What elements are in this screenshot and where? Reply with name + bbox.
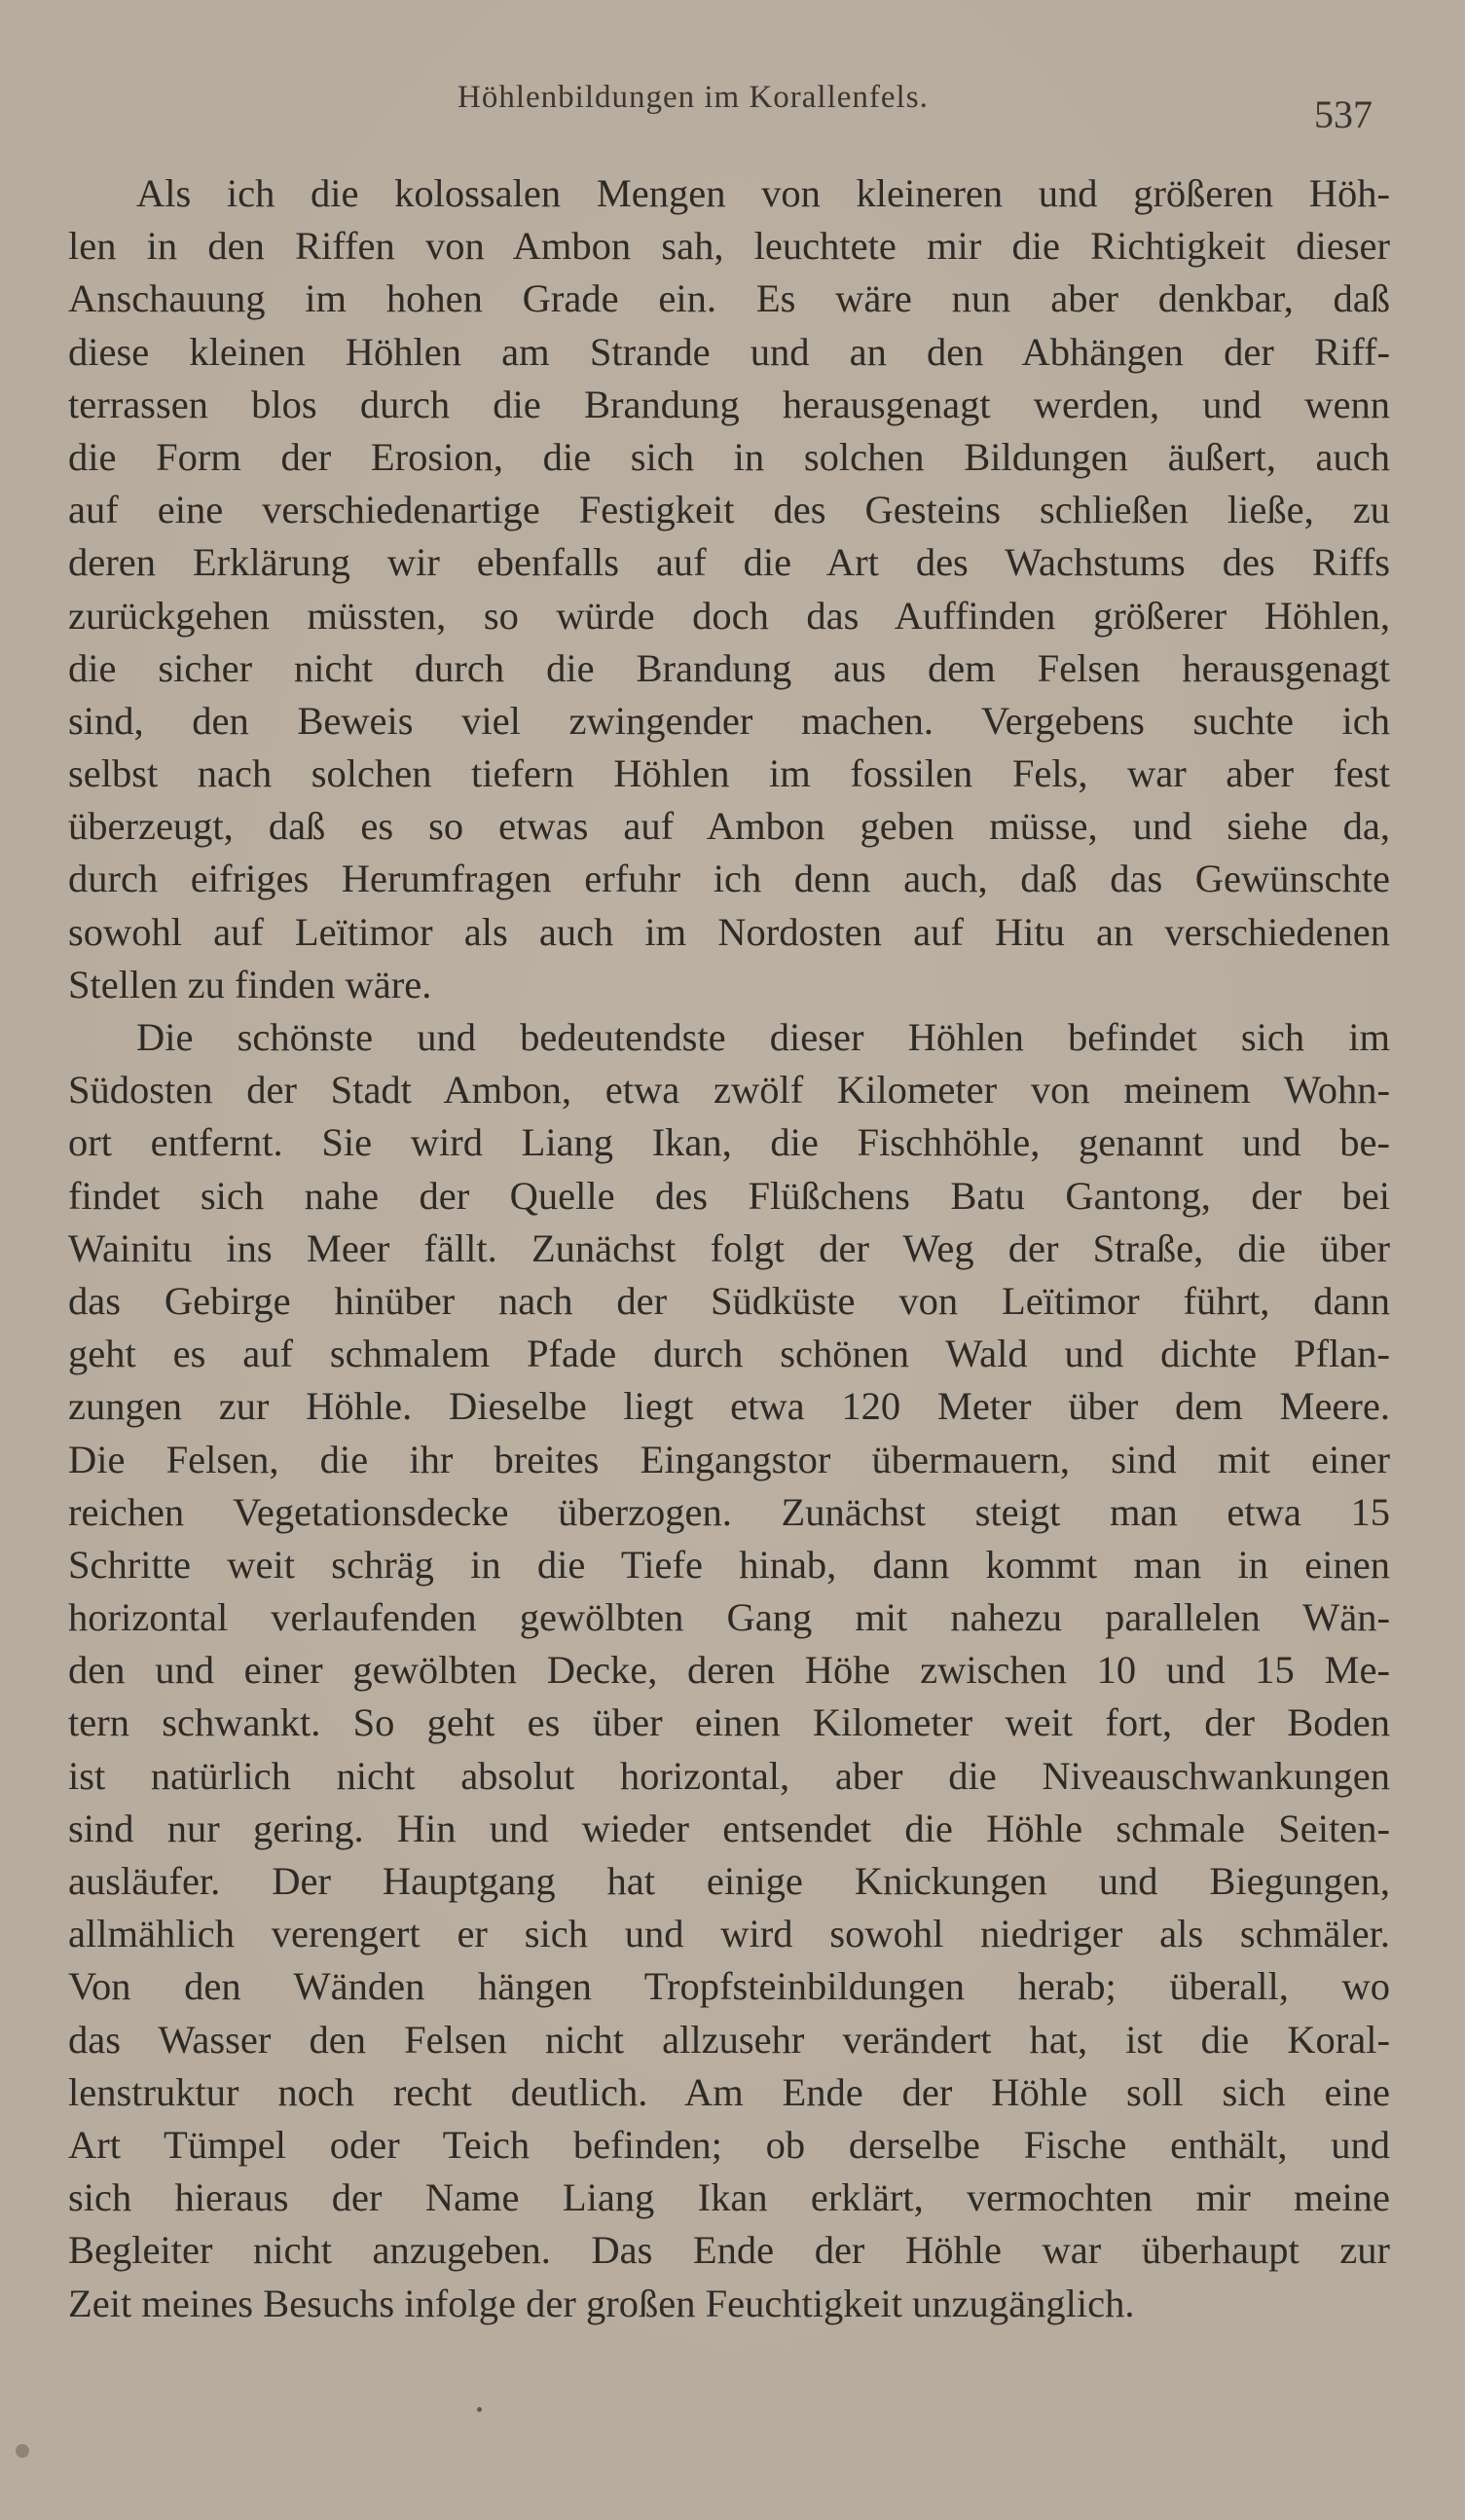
text-line: len in den Riffen von Ambon sah, leuchtete mir die Richtigkeit dieser [68,224,1390,269]
text-line: sowohl auf Leïtimor als auch im Nordosten auf Hitu an verschiedenen [68,909,1390,954]
paragraphs [68,167,1390,2330]
text-line: lenstruktur noch recht deutlich. Am Ende der Höhle soll sich eine [68,2069,1390,2114]
text-line: sich hieraus der Name Liang Ikan erklärt, vermochten mir meine [68,2175,1390,2220]
text-line: das Gebirge hinüber nach der Südküste von Leïtimor führt, dann [68,1278,1390,1323]
text-line: Von den Wänden hängen Tropfsteinbildungen herab; überall, wo [68,1964,1390,2009]
text-line: Wainitu ins Meer fällt. Zunächst folgt der Weg der Straße, die über [68,1225,1390,1270]
text-line: horizontal verlaufenden gewölbten Gang mit nahezu parallelen Wän- [68,1595,1390,1640]
paper-speck [477,2407,482,2412]
page-number: 537 [1314,92,1373,136]
text-line: diese kleinen Höhlen am Strande und an den Abhängen der Riff- [68,329,1390,374]
text-line: Anschauung im hohen Grade ein. Es wäre nun aber denkbar, daß [68,276,1390,321]
paper-speck [16,2444,29,2458]
text-line: geht es auf schmalem Pfade durch schönen Wald und dichte Pflan- [68,1332,1390,1376]
text-line: deren Erklärung wir ebenfalls auf die Art des Wachstums des Riffs [68,540,1390,585]
text-line: die Form der Erosion, die sich in solchen Bildungen äußert, auch [68,434,1390,479]
text-line: durch eifriges Herumfragen erfuhr ich denn auch, daß das Gewünschte [68,857,1390,901]
paragraph [68,1011,1390,2330]
text-line: überzeugt, daß es so etwas auf Ambon geben müsse, und siehe da, [68,804,1390,849]
text-line: reichen Vegetationsdecke überzogen. Zunächst steigt man etwa 15 [68,1489,1390,1534]
text-line: tern schwankt. So geht es über einen Kilometer weit fort, der Boden [68,1700,1390,1745]
text-line: sind nur gering. Hin und wieder entsendet die Höhle schmale Seiten- [68,1806,1390,1850]
text-line: Zeit meines Besuchs infolge der großen Feuchtigkeit unzugänglich. [68,2281,1135,2325]
paragraph [68,167,1390,1011]
text-line: ort entfernt. Sie wird Liang Ikan, die Fischhöhle, genannt und be- [68,1120,1390,1165]
text-line: Südosten der Stadt Ambon, etwa zwölf Kilometer von meinem Wohn- [68,1068,1390,1113]
text-line: ausläufer. Der Hauptgang hat einige Knickungen und Biegungen, [68,1859,1390,1903]
text-line: allmählich verengert er sich und wird sowohl niedriger als schmäler. [68,1912,1390,1956]
text-line: zurückgehen müssten, so würde doch das Auffinden größerer Höhlen, [68,593,1390,638]
text-line: Die schönste und bedeutendste dieser Höhlen befindet sich im [136,1015,1390,1059]
text-line: den und einer gewölbten Decke, deren Höhe zwischen 10 und 15 Me- [68,1648,1390,1693]
text-line: terrassen blos durch die Brandung herausgenagt werden, und wenn [68,382,1390,426]
text-line: findet sich nahe der Quelle des Flüßchens Batu Gantong, der bei [68,1173,1390,1218]
body-text [68,167,1390,2330]
text-line: Art Tümpel oder Teich befinden; ob derselbe Fische enthält, und [68,2122,1390,2167]
text-line: das Wasser den Felsen nicht allzusehr verändert hat, ist die Koral- [68,2017,1390,2062]
text-line: sind, den Beweis viel zwingender machen. Vergebens suchte ich [68,698,1390,743]
text-line: selbst nach solchen tiefern Höhlen im fossilen Fels, war aber fest [68,751,1390,796]
running-head: Höhlenbildungen im Korallenfels. [458,80,929,115]
text-line: ist natürlich nicht absolut horizontal, aber die Niveauschwankungen [68,1753,1390,1798]
text-line: die sicher nicht durch die Brandung aus dem Felsen herausgenagt [68,645,1390,690]
text-line: Stellen zu finden wäre. [68,962,432,1006]
text-line: auf eine verschiedenartige Festigkeit des Gesteins schließen ließe, zu [68,488,1390,532]
text-line: Als ich die kolossalen Mengen von kleineren und größeren Höh- [136,171,1390,215]
text-line: Schritte weit schräg in die Tiefe hinab, dann kommt man in einen [68,1542,1390,1587]
text-line: Die Felsen, die ihr breites Eingangstor übermauern, sind mit einer [68,1437,1390,1481]
text-line: Begleiter nicht anzugeben. Das Ende der Höhle war überhaupt zur [68,2228,1390,2273]
text-line: zungen zur Höhle. Dieselbe liegt etwa 120 Meter über dem Meere. [68,1384,1390,1429]
